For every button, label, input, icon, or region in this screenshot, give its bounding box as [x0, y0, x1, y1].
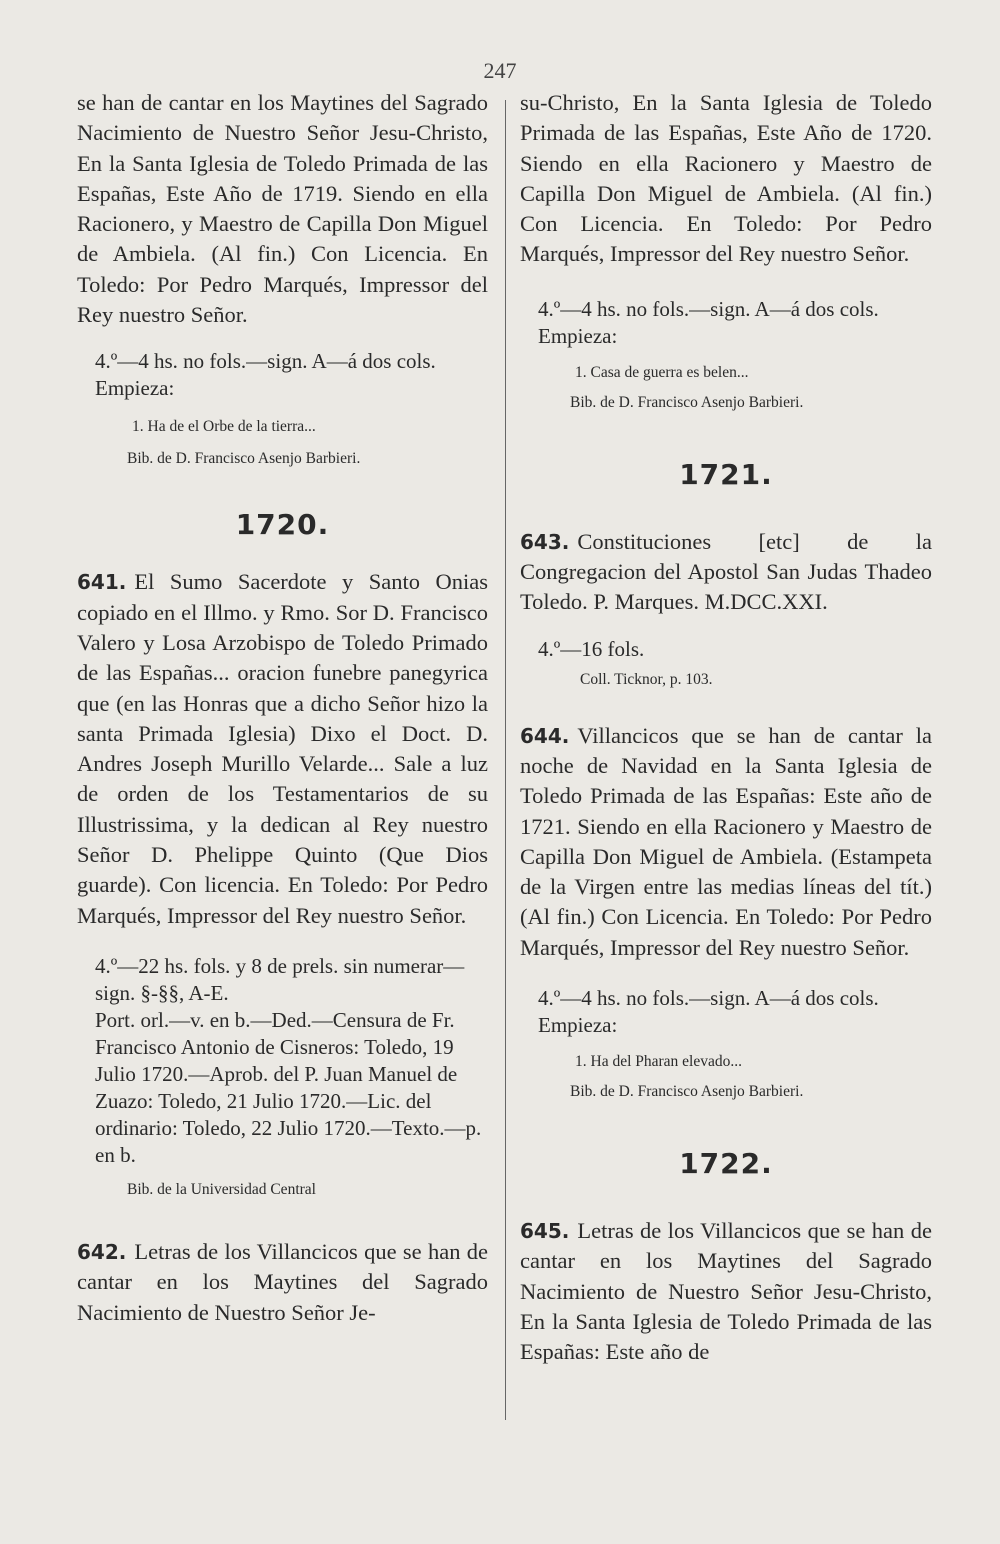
entry-644-begins: Empieza: — [538, 1013, 618, 1038]
left-column — [77, 88, 488, 1328]
continued-entry-format: 4.º—4 hs. no fols.—sign. A—á dos cols. — [538, 296, 879, 321]
continued-entry-text: su-Christo, En la Santa Iglesia de Toledo Primada de las Españas, Este Año de 1720. Siendo en ella Racionero y Maestro de Capilla Don Miguel de Ambiela. (Al fin.) Con Licencia. En Toledo: Por Pedro Marqués, Impressor del Rey nuestro Señor. — [520, 90, 932, 267]
continued-entry-source: Bib. de D. Francisco Asenjo Barbieri. — [570, 393, 804, 411]
entry-644-format: 4.º—4 hs. no fols.—sign. A—á dos cols. — [538, 986, 879, 1011]
entry-641-format: 4.º—22 hs. fols. y 8 de prels. sin numerar—sign. §-§§, A-E. — [95, 953, 465, 1005]
entry-641-text: El Sumo Sacerdote y Santo Onias copiado en el Illmo. y Rmo. Sor D. Francisco Valero y Losa Arzobispo de Toledo Primado de las Españas... oracion funebre panegyrica que (en las Honras que a dicho Señor hizo la santa Primada Iglesia) Dixo el Doct. D. Andres Joseph Murillo Velarde... Sale a luz de orden de los Testamentarios de su Illustrissima, y la dedican al Rey nuestro Señor D. Phelippe Quinto (Que Dios guarde). Con licencia. En Toledo: Por Pedro Marqués, Impressor del Rey nuestro Señor. — [77, 569, 488, 928]
entry-643-format: 4.º—16 fols. — [538, 636, 645, 661]
continued-entry-incipit: 1. Ha de el Orbe de la tierra... — [132, 418, 316, 436]
continued-entry-begins: Empieza: — [95, 376, 175, 401]
continued-entry-begins: Empieza: — [538, 323, 618, 348]
entry-641 — [77, 567, 488, 931]
continued-entry-text: se han de cantar en los Maytines del Sagrado Nacimiento de Nuestro Señor Jesu-Christo, En la Santa Iglesia de Toledo Primada de las Españas, Este Año de 1719. Siendo en ella Racionero, y Maestro de Capilla Don Miguel de Ambiela. (Al fin.) Con Licencia. En Toledo: Por Pedro Marqués, Impressor del Rey nuestro Señor. — [77, 90, 488, 328]
entry-644-number: 644. — [520, 723, 570, 748]
entry-644-text: Villancicos que se han de cantar la noche de Navidad en la Santa Iglesia de Toledo Primada de las Españas: Este año de 1721. Siendo en ella Racionero y Maestro de Capilla Don Miguel de Ambiela. (Estampeta de la Virgen entre las medias líneas del tít.) (Al fin.) Con Licencia. En Toledo: Por Pedro Marqués, Impressor del Rey nuestro Señor. — [520, 722, 932, 960]
entry-643-number: 643. — [520, 529, 570, 554]
entry-642-number: 642. — [77, 1239, 127, 1264]
entry-643-text: Constituciones [etc] de la Congregacion del Apostol San Judas Thadeo Toledo. P. Marques. M.DCC.XXI. — [520, 528, 932, 615]
right-column — [520, 88, 932, 1368]
entry-643 — [520, 527, 932, 618]
continued-entry-format: 4.º—4 hs. no fols.—sign. A—á dos cols. — [95, 349, 436, 374]
entry-642-text: Letras de los Villancicos que se han de cantar en los Maytines del Sagrado Nacimiento de Nuestro Señor Je- — [77, 1238, 488, 1325]
entry-644-incipit: 1. Ha del Pharan elevado... — [575, 1053, 742, 1071]
entry-645 — [520, 1216, 932, 1367]
page-number: 247 — [483, 58, 517, 83]
entry-641-description: Port. orl.—v. en b.—Ded.—Censura de Fr. Francisco Antonio de Cisneros: Toledo, 19 Julio 1720.—Aprob. del P. Juan Manuel de Zuazo: Toledo, 21 Julio 1720.—Lic. del ordinario: Toledo, 22 Julio 1720.—Texto.—p. en b. — [95, 1007, 482, 1167]
continued-entry-incipit: 1. Casa de guerra es belen... — [575, 363, 749, 381]
entry-644-source: Bib. de D. Francisco Asenjo Barbieri. — [570, 1083, 804, 1101]
entry-645-number: 645. — [520, 1219, 570, 1244]
entry-641-source: Bib. de la Universidad Central — [127, 1180, 316, 1198]
entry-645-text: Letras de los Villancicos que se han de cantar en los Maytines del Sagrado Nacimiento de Nuestro Señor Jesu-Christo, En la Santa Iglesia de Toledo Primada de las Españas: Este año de — [520, 1218, 932, 1365]
entry-644 — [520, 721, 932, 963]
year-heading-1722: 1722. — [679, 1147, 773, 1181]
entry-641-number: 641. — [77, 570, 127, 595]
continued-entry-source: Bib. de D. Francisco Asenjo Barbieri. — [127, 450, 361, 468]
entry-642 — [77, 1237, 488, 1328]
year-heading-1721: 1721. — [679, 457, 773, 491]
entry-643-source: Coll. Ticknor, p. 103. — [580, 670, 713, 688]
column-divider — [505, 100, 506, 1420]
year-heading-1720: 1720. — [235, 508, 330, 542]
